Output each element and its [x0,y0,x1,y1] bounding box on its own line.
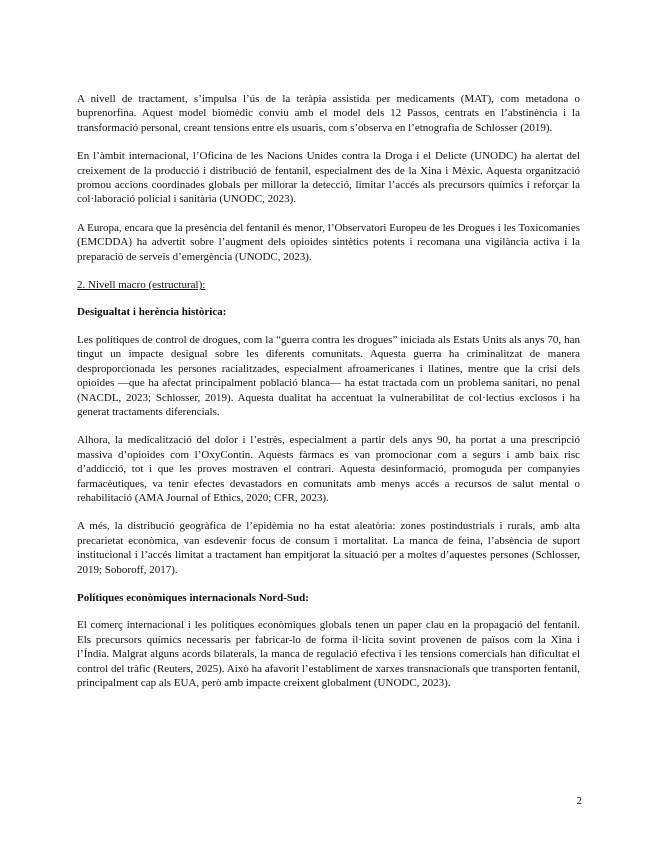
paragraph-trade: El comerç internacional i les polítiques econòmiques globals tenen un paper clau en la propagació del fentanil. Els precursors químics necessaris per fabricar-lo de forma il·lícita sovint provenen de països com la Xina i l’Índia. Malgrat alguns acords bilaterals, la manca de regulació efectiva i les tensions comercials han dificultat el control del tràfic (Reuters, 2025). Això ha afavorit l’establiment de xarxes transnacionals que transporten fentanil, principalment cap als EUA, però amb impacte creixent globalment (UNODC, 2023). [77,619,580,689]
paragraph-europe: A Europa, encara que la presència del fentanil és menor, l’Observatori Europeu de les Drogues i les Toxicomanies (EMCDDA) ha advertit sobre l’augment dels opioides sintètics potents i recomana una vigilància activa i la preparació de serveis d’emergència (UNODC, 2023). [77,221,580,263]
section-heading-macro: 2. Nivell macro (estructural): [77,279,206,292]
page-body [77,92,580,690]
paragraph-unodc: En l’àmbit internacional, l’Oficina de les Nacions Unides contra la Droga i el Delicte (UNODC) ha alertat del creixement de la producció i distribució de fentanil, especialment des de la Xina i Mèxic. Aquesta organització promou accions coordinades globals per millorar la detecció, limitar l’accés als precursors químics i reforçar la col·laboració policial i sanitària (UNODC, 2023). [77,150,580,206]
subheading-north-south: Polítiques econòmiques internacionals Nord-Sud: [77,591,309,604]
paragraph-medicalization: Alhora, la medicalització del dolor i l’estrès, especialment a partir dels anys 90, ha portat a una prescripció massiva d’opioides com l’OxyContin. Aquests fàrmacs es van promocionar com a segurs i amb baix risc d’addicció, tot i que les proves mostraven el contrari. Aquesta desinformació, promoguda per companyies farmacèutiques, va tenir efectes devastadors en comunitats amb menys accés a recursos de salut mental o rehabilitació (AMA Journal of Ethics, 2020; CFR, 2023). [77,434,580,504]
paragraph-drug-war: Les polítiques de control de drogues, com la “guerra contra les drogues” iniciada als Estats Units als anys 70, han tingut un impacte desigual sobre les diferents comunitats. Aquesta guerra ha criminalitzat de manera desproporcionada les persones racialitzades, especialment afroamericanes i llatines, mentre que la crisi dels opioides —que ha afectat principalment població blanca— ha estat tractada com un problema sanitari, no penal (NACDL, 2023; Schlosser, 2019). Aquesta dualitat ha accentuat la vulnerabilitat de col·lectius exclosos i ha generat tractaments diferencials. [77,333,580,418]
subheading-inequality: Desigualtat i herència històrica: [77,306,227,319]
paragraph-treatment: A nivell de tractament, s’impulsa l’ús de la teràpia assistida per medicaments (MAT), com metadona o buprenorfina. Aquest model biomèdic conviu amb el model dels 12 Passos, centrats en l’abstinència i la transformació personal, creant tensions entre els usuaris, com s’observa en l’etnografia de Schlosser (2019). [77,93,580,134]
paragraph-geography: A més, la distribució geogràfica de l’epidèmia no ha estat aleatòria: zones postindustrials i rurals, amb alta precarietat econòmica, van esdevenir focus de consum i mortalitat. La manca de feina, l’absència de suport institucional i l’accés limitat a tractament han empitjorat la situació per a moltes d’aquestes persones (Schlosser, 2019; Soboroff, 2017). [77,520,580,576]
page-number: 2 [576,795,582,807]
